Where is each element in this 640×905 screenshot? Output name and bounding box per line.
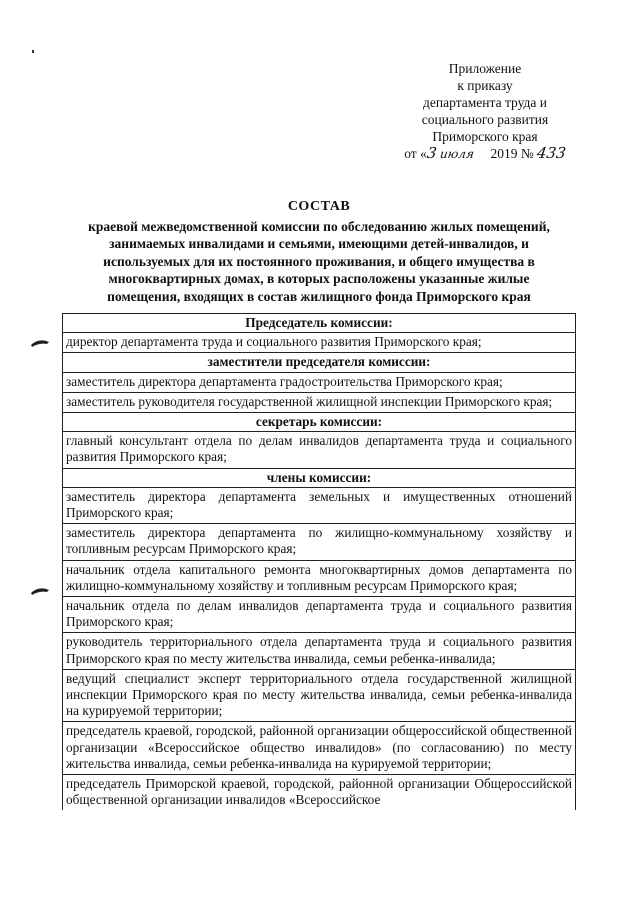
appendix-line-1: Приложение — [448, 61, 522, 76]
member-cell-2: заместитель директора департамента по жилищно-коммунальному хозяйству и топливным ресурсам Приморского края; — [63, 524, 576, 560]
scan-speck — [32, 50, 34, 53]
title-line-2: занимаемых инвалидами и семьями, имеющими детей-инвалидов, и — [109, 236, 529, 251]
scan-mark-1 — [30, 338, 50, 348]
order-date-line — [380, 145, 590, 163]
title-line-3: используемых для их постоянного проживания, и общего имущества в — [103, 253, 535, 269]
deputy-cell-2: заместитель руководителя государственной жилищной инспекции Приморского края; — [63, 392, 576, 412]
chair-cell: директор департамента труда и социального развития Приморского края; — [63, 333, 576, 353]
appendix-line-2: к приказу — [457, 78, 513, 93]
member-cell-1: заместитель директора департамента земельных и имущественных отношений Приморского края; — [63, 487, 576, 523]
secretary-header: секретарь комиссии: — [63, 413, 576, 432]
title-line-5: помещения, входящих в состав жилищного фонда Приморского края — [107, 288, 531, 304]
appendix-block — [380, 60, 590, 163]
appendix-line-4: социального развития — [421, 112, 549, 127]
deputy-cell-1: заместитель директора департамента градостроительства Приморского края; — [63, 372, 576, 392]
deputies-header: заместители председателя комиссии: — [63, 353, 576, 372]
appendix-line-3: департамента труда и — [423, 95, 547, 110]
member-cell-3: начальник отдела капитального ремонта многоквартирных домов департамента по жилищно-коммунальному хозяйству и топливным ресурсам Приморского края; — [63, 560, 576, 596]
member-cell-7: председатель краевой, городской, районной организации общероссийской общественной организации «Всероссийское общество инвалидов» (по согласованию) по месту жительства инвалида, семьи ребенка-инвалида на курируемой территории; — [63, 722, 576, 775]
date-prefix: от « — [404, 146, 427, 161]
handwritten-order-number: 433 — [535, 144, 568, 162]
handwritten-day: 3 — [425, 144, 438, 162]
secretary-cell: главный консультант отдела по делам инвалидов департамента труда и социального развития Приморского края; — [63, 432, 576, 468]
order-year: 2019 № — [490, 146, 534, 161]
members-header: члены комиссии: — [63, 468, 576, 487]
title-line-4: многоквартирных домах, в которых расположены указанные жилые — [108, 271, 530, 286]
appendix-line-5: Приморского края — [432, 129, 538, 144]
member-cell-8: председатель Приморской краевой, городской, районной организации Общероссийской общественной организации инвалидов «Всероссийское — [63, 775, 576, 811]
title-block — [62, 198, 576, 305]
member-cell-6: ведущий специалист эксперт территориального отдела государственной жилищной инспекции Приморского края по месту жительства инвалида, семьи ребенка-инвалида на курируемой территории; — [63, 669, 576, 722]
page-title: СОСТАВ — [287, 199, 351, 214]
title-line-1: краевой межведомственной комиссии по обследованию жилых помещений, — [88, 218, 550, 234]
scan-mark-2 — [30, 586, 50, 596]
member-cell-5: руководитель территориального отдела департамента труда и социального развития Приморского края по месту жительства инвалида, семьи ребенка-инвалида; — [63, 633, 576, 669]
handwritten-month: июля — [438, 147, 475, 161]
member-cell-4: начальник отдела по делам инвалидов департамента труда и социального развития Приморского края; — [63, 597, 576, 633]
commission-table — [62, 313, 576, 810]
chair-header: Председатель комиссии: — [63, 314, 576, 333]
